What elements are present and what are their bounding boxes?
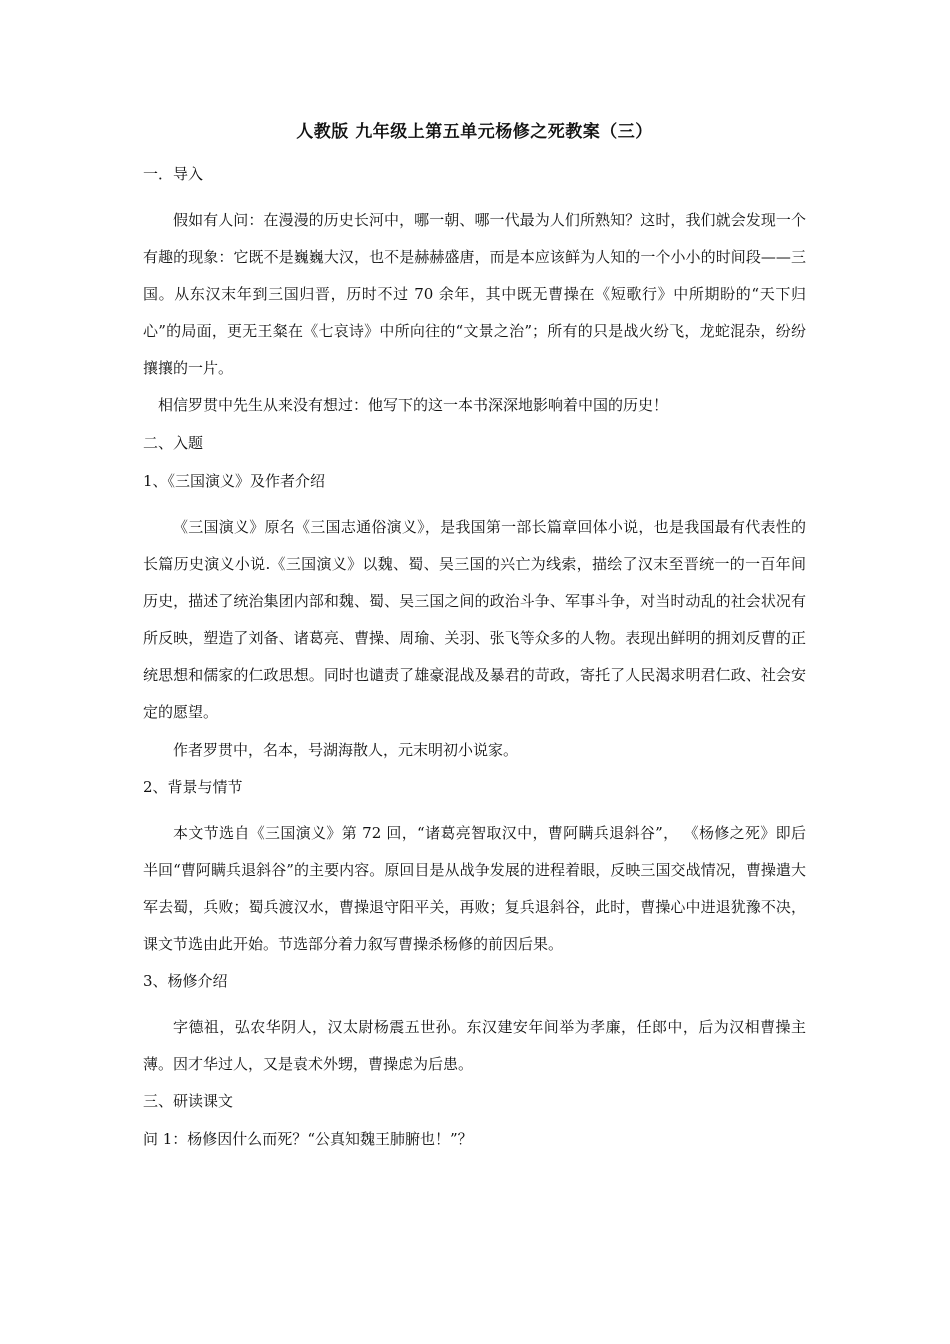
novel-intro-paragraph: 《三国演义》原名《三国志通俗演义》，是我国第一部长篇章回体小说，也是我国最有代表性的长篇历史演义小说.《三国演义》以魏、蜀、吴三国的兴亡为线索，描绘了汉末至晋统一的一百年间历史，描述了统治集团内部和魏、蜀、吴三国之间的政治斗争、军事斗争，对当时动乱的社会状况有所反映，塑造了刘备、诸葛亮、曹操、周瑜、关羽、张飞等众多的人物。表现出鲜明的拥刘反曹的正统思想和儒家的仁政思想。同时也谴责了雄豪混战及暴君的苛政，寄托了人民渴求明君仁政、社会安定的愿望。 bbox=[143, 518, 806, 721]
yangxiu-paragraph: 字德祖，弘农华阴人，汉太尉杨震五世孙。东汉建安年间举为孝廉，任郎中，后为汉相曹操主薄。因才华过人，又是袁术外甥，曹操虑为后患。 bbox=[143, 1018, 806, 1073]
subheading-background: 2、背景与情节 bbox=[143, 778, 243, 796]
subheading-yangxiu: 3、杨修介绍 bbox=[143, 972, 228, 990]
background-paragraph: 本文节选自《三国演义》第 72 回，“诸葛亮智取汉中，曹阿瞒兵退斜谷”， 《杨修之死》即后半回“曹阿瞒兵退斜谷”的主要内容。原回目是从战争发展的进程着眼，反映三国交战情况，曹操遣大军去蜀，兵败；蜀兵渡汉水，曹操退守阳平关，再败；复兵退斜谷，此时，曹操心中进退犹豫不决，课文节选由此开始。节选部分着力叙写曹操杀杨修的前因后果。 bbox=[143, 824, 806, 953]
author-paragraph: 作者罗贯中，名本，号湖海散人，元末明初小说家。 bbox=[173, 741, 519, 759]
section-heading-intro: 一．导入 bbox=[143, 165, 204, 183]
section-heading-topic: 二、入题 bbox=[143, 434, 204, 452]
document-title: 人教版 九年级上第五单元杨修之死教案（三） bbox=[296, 122, 653, 142]
intro-closing-paragraph: 相信罗贯中先生从来没有想过：他写下的这一本书深深地影响着中国的历史！ bbox=[158, 396, 669, 414]
subheading-novel-author: 1、《三国演义》及作者介绍 bbox=[143, 472, 326, 490]
document-page bbox=[143, 120, 806, 1149]
question-1: 问 1：杨修因什么而死？“公真知魏王肺腑也！”？ bbox=[143, 1130, 473, 1148]
intro-paragraph: 假如有人问：在漫漫的历史长河中，哪一朝、哪一代最为人们所熟知？这时，我们就会发现一个有趣的现象：它既不是巍巍大汉，也不是赫赫盛唐，而是本应该鲜为人知的一个小小的时间段——三国。从东汉末年到三国归晋，历时不过 70 余年，其中既无曹操在《短歌行》中所期盼的“天下归心”的局面，更无王粲在《七哀诗》中所向往的“文景之治”；所有的只是战火纷飞，龙蛇混杂，纷纷攘攘的一片。 bbox=[143, 211, 806, 377]
section-heading-reading: 三、研读课文 bbox=[143, 1092, 234, 1110]
